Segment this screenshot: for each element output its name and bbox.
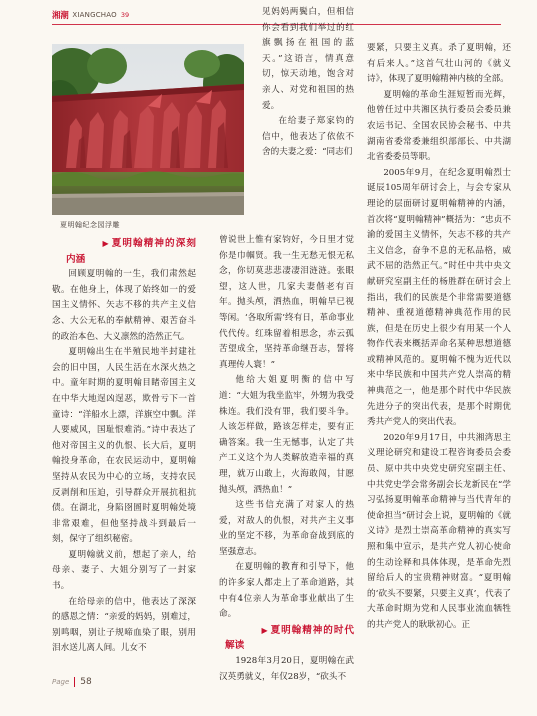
paragraph: 回顾夏明翰的一生，我们肃然起敬。在他身上，体现了始终如一的爱国主义情怀、矢志不移的共产主义信念、大公无私的奉献精神、艰苦奋斗的政治本色、大义凛然的浩然正气。 xyxy=(52,269,196,342)
masthead-number: 39 xyxy=(120,11,130,19)
paragraph: 夏明翰出生在半殖民地半封建社会的旧中国，人民生活在水深火热之中。童年时期的夏明翰目睹帝国主义在中华大地逞凶逞恶，欺骨亏下一首童诗：“洋船水上漂，洋旗空中飘。洋人要威风，国耻恨难消。”诗中表达了他对帝国主义的仇恨、长大后，夏明翰投身革命，在农民运动中，夏明翰坚持从农民为中心的立场，支持农民反剥削和压迫，引导群众开展抗租抗债。在湖北，身陷囹圄时夏明翰处境非常艰难，但他坚持战斗到最后一刻，保守了组织秘密。 xyxy=(52,347,196,545)
magazine-name: XIANGCHAO xyxy=(72,11,117,19)
paragraph: 2020年9月17日，中共湘湾思主义理论研究和建设工程咨询委员会委员、原中共中央党史研究室副主任、中共党史学会常务副会长龙新民在“学习弘扬夏明翰革命精神与当代青年的使命担当”研讨会上说，夏明翰的《就义诗》是烈士崇高革命精神的真实写照和集中宣示，是共产党人初心使命的生动诠释和具体体现，是革命先烈留给后人的宝贵精神财富。“夏明翰的‘砍头不要紧，只要主义真’，代表了大革命时期为党和人民事业流血牺牲的共产党人的耿耿初心。正 xyxy=(367,432,511,630)
column-3 xyxy=(367,41,511,634)
page-number: 58 xyxy=(80,677,92,687)
paragraph: 夏明翰就义前，想起了亲人，给母亲、妻子、大姐分别写了一封家书。 xyxy=(52,549,196,592)
paragraph: 夏明翰的革命生涯短暂而光辉，他曾任过中共湘区执行委员会委员兼农运书记、全国农民协会秘书、中共湖南省委常委兼组织部部长、中共湖北省委委员等职。 xyxy=(367,89,511,163)
section-arrow-icon: ▶ xyxy=(102,239,109,248)
magazine-logo: 湘潮 xyxy=(52,11,69,21)
paragraph: 曾说世上惟有家钧好，今日里才觉你是巾帼贤。我一生无愁无恨无私念，你切莫悲悲凄凄泪涟涟。张眼望，这人世，几家夫妻偕老有百年。抛头颅，洒热血，明翰早已视等闲。‘各取所需’终有日，革命事业代代传。红珠留着相思念，赤云孤苦望成全，坚持革命继吾志，誓将真理传人寰！” xyxy=(219,235,354,370)
paragraph: 在给母亲的信中，他表达了深深的感恩之情：“亲爱的妈妈，别难过，别鸣咽，别让子规啼血染了眼，别用泪水送儿离人间。儿女不 xyxy=(52,596,196,654)
paragraph: 在给妻子郑家钧的信中，他表达了依依不舍的夫妻之爱：“同志们 xyxy=(262,116,354,158)
section-title-2: ▶ 夏明翰精神的时代解读 xyxy=(225,624,354,652)
column-1 xyxy=(52,236,196,657)
paragraph: 在夏明翰的教育和引导下，他的许多家人都走上了革命道路，其中有4位亲人为革命事业献出了生命。 xyxy=(219,562,354,620)
section-arrow-icon: ▶ xyxy=(261,625,268,635)
page-footer xyxy=(52,677,92,687)
paragraph: 这些书信充满了对家人的热爱，对敌人的仇恨，对共产主义事业的坚定不移，为革命奋战到底的坚强意志。 xyxy=(219,500,354,557)
paragraph: 2005年9月，在纪念夏明翰烈士诞辰105周年研讨会上，与会专家从理论的层面研讨夏明翰精神的内涵，首次将“夏明翰精神”概括为：“忠贞不渝的爱国主义情怀，矢志不移的共产主义信念，奋争不息的无私品格，威武不屈的浩然正气。”时任中共中央文献研究室副主任的杨胜群在研讨会上指出，我们的民族是个非常需要道德精神、重视道德精神典范作用的民族，但是在历史上很少有用某一个人物作代表来概括弄命名某种思想道德或精神风范的。夏明翰不愧为近代以来中华民族和中国共产党人崇高的精神典范之一，他是那个时代中华民族先进分子的突出代表，是那个时期优秀共产党人的突出代表。 xyxy=(367,167,511,428)
section-title-1: ▶ 夏明翰精神的深刻内涵 xyxy=(66,238,196,265)
page-label: Page xyxy=(52,678,70,686)
column-2-top xyxy=(262,5,354,161)
paragraph: 要紧，只要主义真。杀了夏明翰，还有后来人。”这首气壮山河的《就义诗》，体现了夏明翰精神内核的全部。 xyxy=(367,43,511,85)
paragraph: 1928年3月20日，夏明翰在武汉英勇就义，年仅28岁，“砍头不 xyxy=(219,656,354,682)
paragraph: 他给大姐夏明衡的信中写道：“大姐为我坐监牢，外甥为我受株连。我们没有罪，我们要斗争。人该怎样做，路该怎样走，要有正确答案。我一生无憾事，认定了共产工义这个为人类解放造幸福的真理，就万山敢上，火海敢闯，甘愿抛头颅，洒热血！” xyxy=(219,375,354,495)
relief-photo xyxy=(52,44,244,215)
masthead xyxy=(52,9,129,21)
footer-divider xyxy=(74,677,75,687)
photo-caption: 夏明翰纪念园浮雕 xyxy=(60,221,120,229)
paragraph: 见妈妈两鬓白，但相信你会看到我们举过的红旗飘扬在祖国的蓝天。”这语言，情真意切，惊天动地，饱含对亲人、对党和祖国的热爱。 xyxy=(262,7,354,111)
column-2-bottom xyxy=(219,233,354,685)
